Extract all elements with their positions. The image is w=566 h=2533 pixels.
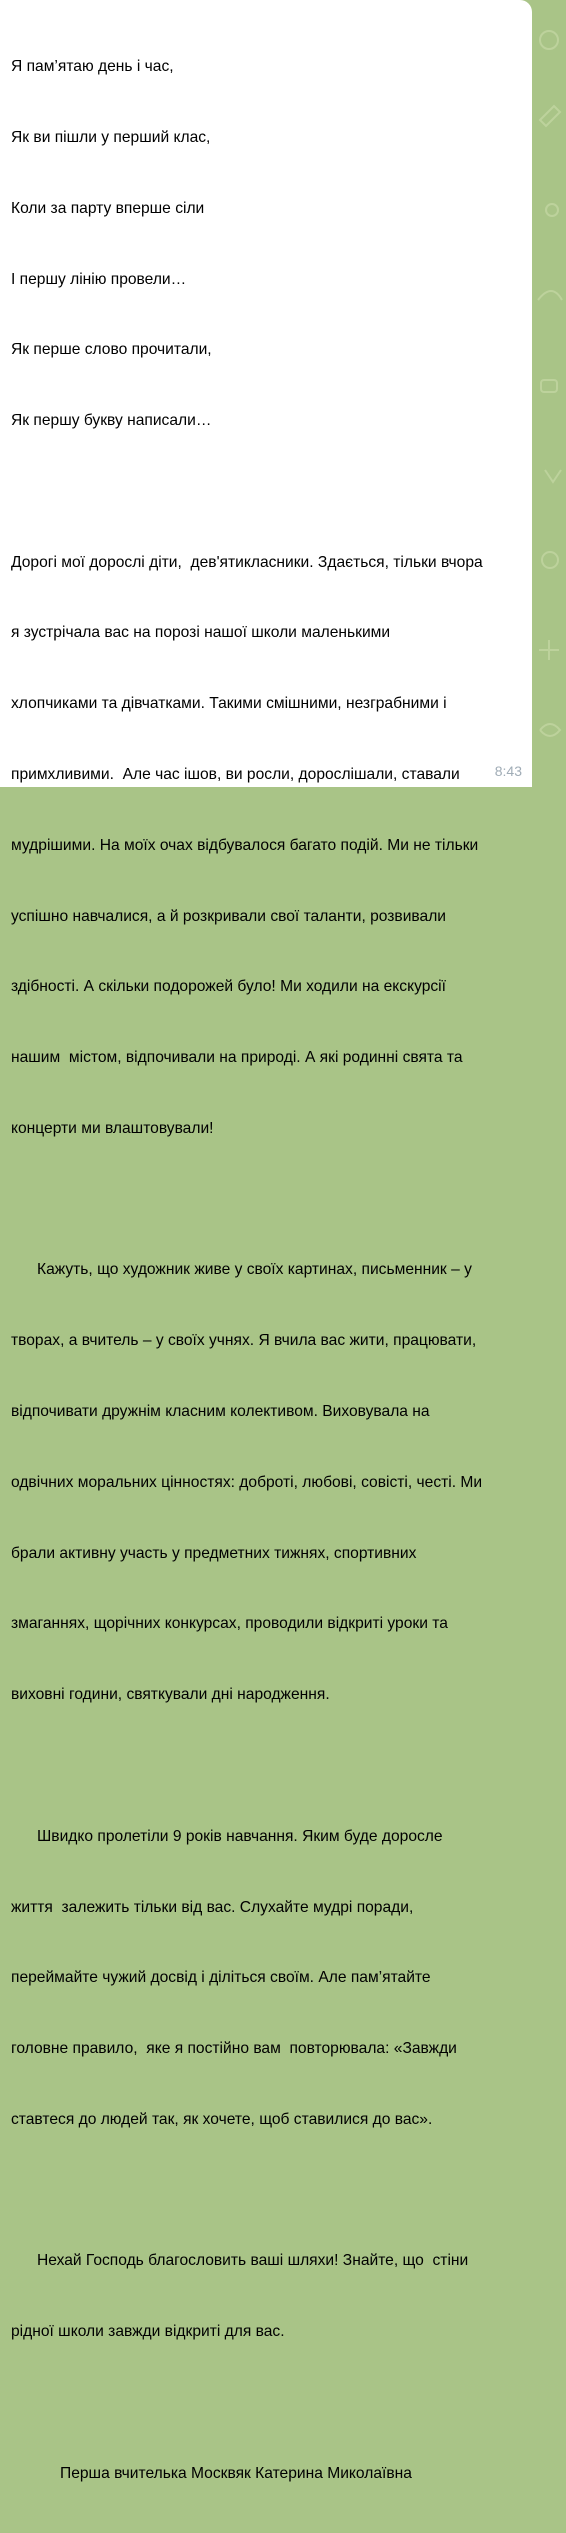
paragraph-line: ставтеся до людей так, як хочете, щоб ставилися до вас». xyxy=(11,2110,433,2128)
paragraph-line: одвічних моральних цінностях: доброті, любові, совісті, честі. Ми xyxy=(11,1473,483,1491)
paragraph-line: Швидко пролетіли 9 років навчання. Яким буде доросле xyxy=(11,1827,443,1845)
poem-line: І першу лінію провели… xyxy=(11,270,187,288)
paragraph-line: хлопчиками та дівчатками. Такими смішними, незграбними і xyxy=(11,695,447,713)
poem-line: Як ви пішли у перший клас, xyxy=(11,128,211,146)
paragraph-line: успішно навчалися, а й розкривали свої таланти, розвивали xyxy=(11,907,447,925)
paragraph-line: мудрішими. На моїх очах відбувалося багато подій. Ми не тільки xyxy=(11,836,479,854)
paragraph-line: творах, а вчитель – у своїх учнях. Я вчила вас жити, працювати, xyxy=(11,1332,477,1350)
poem-line: Коли за парту вперше сіли xyxy=(11,199,205,217)
paragraph-line: брали активну участь у предметних тижнях, спортивних xyxy=(11,1544,417,1562)
poem-line: Як перше слово прочитали, xyxy=(11,341,212,359)
poem-line: Я пам’ятаю день і час, xyxy=(11,58,174,76)
paragraph-line: головне правило, яке я постійно вам повторювала: «Завжди xyxy=(11,2040,457,2058)
paragraph-line: змаганнях, щорічних конкурсах, проводили відкриті уроки та xyxy=(11,1615,448,1633)
paragraph-line: здібності. А скільки подорожей було! Ми ходили на екскурсії xyxy=(11,978,446,996)
paragraph-line: я зустрічала вас на порозі нашої школи маленькими xyxy=(11,624,391,642)
paragraph-line: нашим містом, відпочивали на природі. А які родинні свята та xyxy=(11,1049,463,1067)
paragraph-line: виховні години, святкували дні народження. xyxy=(11,1686,330,1704)
paragraph-line: переймайте чужий досвід і діліться своїм. Але пам’ятайте xyxy=(11,1969,431,1987)
paragraph-line: Нехай Господь благословить ваші шляхи! Знайте, що стіни xyxy=(11,2252,469,2270)
message-timestamp: 8:43 xyxy=(494,763,522,779)
poem-line: Як першу букву написали… xyxy=(11,412,212,430)
paragraph-line: життя залежить тільки від вас. Слухайте мудрі поради, xyxy=(11,1898,414,1916)
message-text xyxy=(11,8,527,2533)
paragraph-line: примхливими. Але час ішов, ви росли, дорослішали, ставали xyxy=(11,766,460,783)
paragraph-line: Кажуть, що художник живе у своїх картинах, письменник – у xyxy=(11,1261,472,1279)
paragraph-line: Дорогі мої дорослі діти, дев'ятикласники. Здається, тільки вчора xyxy=(11,553,483,571)
paragraph-line: рідної школи завжди відкриті для вас. xyxy=(11,2323,285,2341)
paragraph-line: відпочивати дружнім класним колективом. Виховувала на xyxy=(11,1403,430,1421)
signature: Перша вчителька Москвяк Катерина Миколаївна xyxy=(60,2464,412,2482)
paragraph-line: концерти ми влаштовували! xyxy=(11,1119,214,1137)
